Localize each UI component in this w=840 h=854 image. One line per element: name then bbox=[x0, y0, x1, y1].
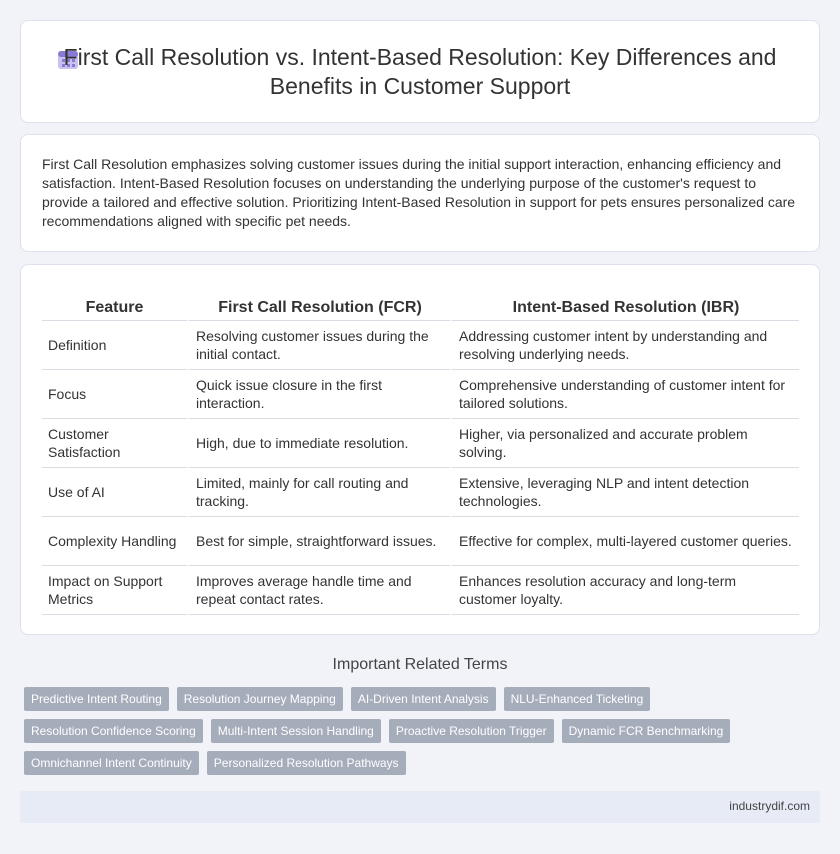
related-term-tag[interactable]: Multi-Intent Session Handling bbox=[211, 719, 381, 743]
table-row bbox=[42, 566, 799, 615]
ibr-cell: Addressing customer intent by understanding and resolving underlying needs. bbox=[450, 321, 799, 370]
related-term-tag[interactable]: Resolution Confidence Scoring bbox=[24, 719, 203, 743]
table-row bbox=[42, 517, 799, 566]
fcr-cell: Limited, mainly for call routing and tracking. bbox=[187, 468, 450, 517]
feature-cell: Focus bbox=[42, 370, 187, 419]
feature-cell: Complexity Handling bbox=[42, 517, 187, 566]
table-row bbox=[42, 419, 799, 468]
footer-bar bbox=[20, 791, 820, 823]
related-term-tag[interactable]: Personalized Resolution Pathways bbox=[207, 751, 406, 775]
fcr-cell: Improves average handle time and repeat contact rates. bbox=[187, 566, 450, 615]
table-row bbox=[42, 321, 799, 370]
feature-cell: Definition bbox=[42, 321, 187, 370]
related-terms-title: Important Related Terms bbox=[332, 656, 508, 673]
fcr-cell: Best for simple, straightforward issues. bbox=[187, 517, 450, 566]
table-row bbox=[42, 370, 799, 419]
related-term-tag[interactable]: Dynamic FCR Benchmarking bbox=[562, 719, 731, 743]
ibr-cell: Extensive, leveraging NLP and intent detection technologies. bbox=[450, 468, 799, 517]
related-term-tag[interactable]: NLU-Enhanced Ticketing bbox=[504, 687, 651, 711]
page-title: First Call Resolution vs. Intent-Based Resolution: Key Differences and Benefits in Customer Support bbox=[63, 44, 777, 99]
intro-paragraph: First Call Resolution emphasizes solving customer issues during the initial support interaction, enhancing efficiency and satisfaction. Intent-Based Resolution focuses on understanding the underlying purpose of the customer's request to provide a tailored and effective solution. Prioritizing Intent-Based Resolution in support for pets ensures personalized care recommendations aligned with specific pet needs. bbox=[42, 156, 796, 229]
related-term-tag[interactable]: Proactive Resolution Trigger bbox=[389, 719, 554, 743]
header-ibr: Intent-Based Resolution (IBR) bbox=[450, 295, 799, 321]
feature-cell: Use of AI bbox=[42, 468, 187, 517]
related-term-tag[interactable]: Predictive Intent Routing bbox=[24, 687, 169, 711]
related-terms-list bbox=[24, 687, 824, 783]
ibr-cell: Effective for complex, multi-layered customer queries. bbox=[450, 517, 799, 566]
tag-row bbox=[24, 719, 824, 743]
table-header-row bbox=[42, 295, 799, 321]
table-row bbox=[42, 468, 799, 517]
related-term-tag[interactable]: AI-Driven Intent Analysis bbox=[351, 687, 496, 711]
comparison-table bbox=[42, 295, 799, 615]
related-term-tag[interactable]: Omnichannel Intent Continuity bbox=[24, 751, 199, 775]
related-term-tag[interactable]: Resolution Journey Mapping bbox=[177, 687, 343, 711]
tag-row bbox=[24, 751, 824, 775]
feature-cell: Customer Satisfaction bbox=[42, 419, 187, 468]
header-fcr: First Call Resolution (FCR) bbox=[187, 295, 450, 321]
ibr-cell: Comprehensive understanding of customer intent for tailored solutions. bbox=[450, 370, 799, 419]
title-card bbox=[20, 20, 820, 123]
footer-site-link[interactable]: industrydif.com bbox=[729, 799, 810, 813]
fcr-cell: Resolving customer issues during the initial contact. bbox=[187, 321, 450, 370]
tag-row bbox=[24, 687, 824, 711]
intro-card bbox=[20, 134, 820, 252]
fcr-cell: Quick issue closure in the first interaction. bbox=[187, 370, 450, 419]
ibr-cell: Enhances resolution accuracy and long-term customer loyalty. bbox=[450, 566, 799, 615]
fcr-cell: High, due to immediate resolution. bbox=[187, 419, 450, 468]
ibr-cell: Higher, via personalized and accurate problem solving. bbox=[450, 419, 799, 468]
header-feature: Feature bbox=[42, 295, 187, 321]
feature-cell: Impact on Support Metrics bbox=[42, 566, 187, 615]
comparison-card bbox=[20, 264, 820, 635]
